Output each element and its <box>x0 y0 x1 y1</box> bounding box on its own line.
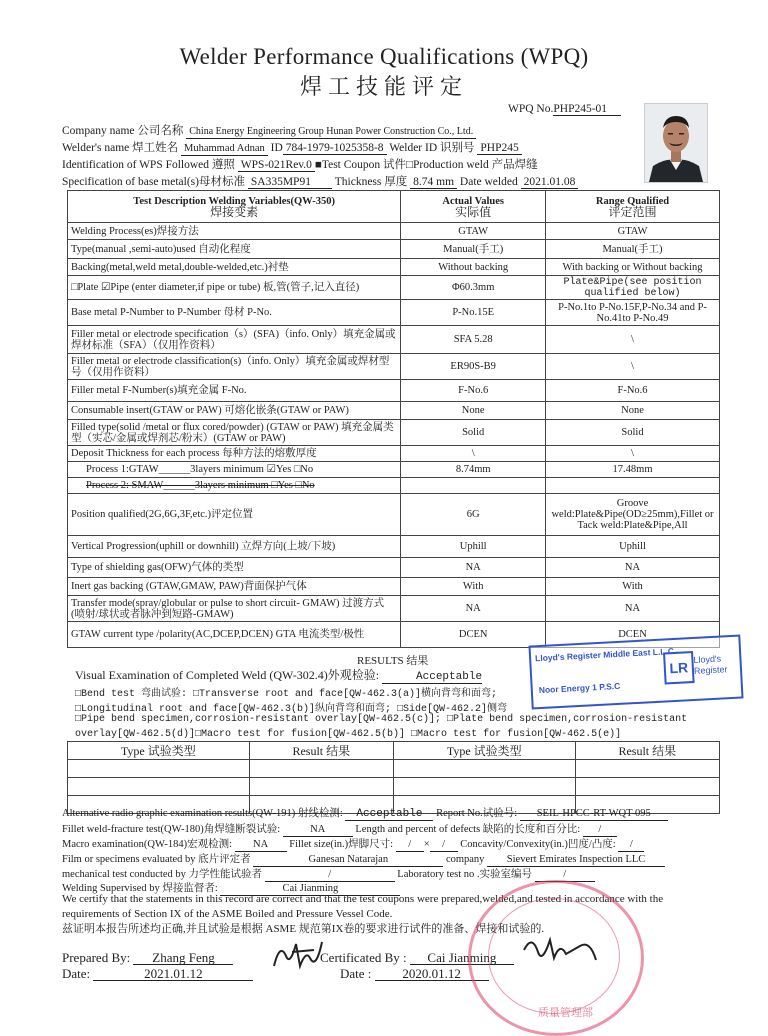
table-row <box>68 300 720 326</box>
row-range: Manual(手工) <box>546 240 720 259</box>
welder-label: Welder's name 焊工姓名 <box>62 142 179 154</box>
row-actual: F-No.6 <box>401 380 546 402</box>
lab-label: Laboratory test no .实验室编号 <box>397 869 533 880</box>
prepared-date-value: 2021.01.12 <box>93 968 253 981</box>
fillet-line <box>62 821 617 837</box>
company-seal-inner <box>488 898 620 1014</box>
table-row <box>68 578 720 596</box>
row-desc: Consumable insert(GTAW or PAW) 可熔化嵌条(GTAW or PAW) <box>68 402 401 420</box>
seal-text: 质量管理部 <box>538 1007 593 1019</box>
wps-label: Identification of WPS Followed 遵照 <box>62 159 235 171</box>
row-actual: GTAW <box>401 223 546 240</box>
header-description-cn: 焊接变素 <box>210 204 259 219</box>
bend-line-4: overlay[QW-462.5(d)]□Macro test for fusion[QW-462.5(b)] □Macro test for fusion[QW-462.5(e)] <box>75 729 622 740</box>
row-desc: Inert gas backing (GTAW,GMAW, PAW)背面保护气体 <box>68 578 401 596</box>
fillet-label: Fillet weld-fracture test(QW-180)角焊缝断裂试验: <box>62 824 281 835</box>
result-header-1: Result 结果 <box>249 742 393 760</box>
macro-value: NA <box>235 839 287 852</box>
report-value: SEIL-HPCC-RT-WQT-095 <box>520 808 668 821</box>
row-range: \ <box>546 326 720 354</box>
welder-name-value: Muhammad Adnan <box>181 143 268 156</box>
header-range-en: Range Qualified <box>595 195 670 207</box>
result-cell <box>393 778 575 796</box>
row-desc: Filled type(solid /metal or flux cored/powder) (GTAW or PAW) 填充金属类型（实芯/金属或焊剂芯/粉末）(GTAW or PAW) <box>68 420 401 446</box>
row-actual: NA <box>401 558 546 578</box>
row-range: DCEN <box>546 622 720 648</box>
row-actual: With <box>401 578 546 596</box>
table-row <box>68 276 720 300</box>
result-cell <box>68 778 250 796</box>
table-row <box>68 240 720 259</box>
table-row <box>68 462 720 478</box>
row-range: \ <box>546 446 720 462</box>
radio-value: Acceptable <box>345 808 433 821</box>
row-actual: DCEN <box>401 622 546 648</box>
table-row <box>68 402 720 420</box>
row-actual: Uphill <box>401 536 546 558</box>
table-row <box>68 536 720 558</box>
certification-english: We certify that the statements in this record are correct and that the test coupons were prepared,welded,and tested in accordance with the requirements of Section IX of the ASME Boiled and Pressure Vessel Code. <box>62 893 664 920</box>
certified-date-label: Date : <box>340 966 372 981</box>
mechanical-value: / <box>265 869 395 882</box>
row-range: NA <box>546 558 720 578</box>
row-desc: Type of shielding gas(OFW)气体的类型 <box>68 558 401 578</box>
table-row <box>68 259 720 276</box>
row-desc: Base metal P-Number to P-Number 母材 P-No. <box>68 300 401 326</box>
result-table-row <box>68 778 720 796</box>
row-range: Groove weld:Plate&Pipe(OD≥25mm),Fillet or Tack weld:Plate&Pipe,All <box>546 494 720 536</box>
row-range: NA <box>546 596 720 622</box>
certification-chinese: 兹证明本报告所述均正确,并且试验是根据 ASME 规范第IX卷的要求进行试件的准备、焊接和试验的. <box>62 923 545 935</box>
row-range: GTAW <box>546 223 720 240</box>
bend-line-3: □Pipe bend specimen,corrosion-resistant overlay[QW-462.5(c)]; □Plate bend specimen,corrosion-resistant <box>75 714 688 725</box>
macro-label: Macro examination(QW-184)宏观检测: <box>62 839 232 850</box>
result-cell <box>575 760 719 778</box>
certified-label: Certificated By : <box>320 950 407 965</box>
fillet-size-b: / <box>430 839 458 852</box>
result-cell <box>249 778 393 796</box>
macro-line <box>62 836 644 852</box>
supervised-value: Cai Jianming <box>220 883 400 896</box>
title-english: Welder Performance Qualifications (WPQ) <box>179 44 589 69</box>
certified-date-value: 2020.01.12 <box>375 968 489 981</box>
result-type-header-2: Type 试验类型 <box>393 742 575 760</box>
prepared-name: Zhang Feng <box>133 952 233 965</box>
header-actual-en: Actual Values <box>442 195 504 207</box>
header-range-cn: 评定范围 <box>608 204 657 219</box>
coupon-type: ■Test Coupon 试件□Production weld 产品焊缝 <box>314 159 538 171</box>
row-range: Uphill <box>546 536 720 558</box>
row-desc: GTAW current type /polarity(AC,DCEP,DCEN) GTA 电流类型/极性 <box>68 622 401 648</box>
table-header <box>68 191 720 223</box>
wps-line <box>62 156 538 172</box>
table-row <box>68 380 720 402</box>
wpq-value: PHP245-01 <box>553 103 621 116</box>
film-line <box>62 851 665 867</box>
row-desc: Process 1:GTAW______3layers minimum ☑Yes □No <box>68 462 401 478</box>
table-row <box>68 326 720 354</box>
row-desc: Process 2: SMAW______3layers minimum □Yes □No <box>68 478 401 494</box>
row-range: Solid <box>546 420 720 446</box>
table-row <box>68 596 720 622</box>
mechanical-label: mechanical test conducted by 力学性能试验者 <box>62 869 263 880</box>
fillet-size-label: Fillet size(in.)焊脚尺寸: <box>289 839 394 850</box>
result-cell <box>393 760 575 778</box>
film-company-label: company <box>445 854 485 865</box>
wpq-number <box>508 103 621 116</box>
result-type-header-1: Type 试验类型 <box>68 742 250 760</box>
row-desc: Filler metal or electrode specification（s）(SFA)（info. Only）填充金属或焊材标准（SFA）（仅用作资料） <box>68 326 401 354</box>
certified-name: Cai Jianming <box>410 952 514 965</box>
stamp-brand: Lloyd's Register <box>693 653 728 676</box>
visual-exam-label: Visual Examination of Completed Weld (QW-302.4)外观检验: <box>75 668 380 682</box>
prepared-label: Prepared By: <box>62 950 131 965</box>
stamp-line-2: Noor Energy 1 P.S.C <box>538 680 621 696</box>
certified-date-line <box>340 966 489 982</box>
result-table-header <box>68 742 720 760</box>
result-header-2: Result 结果 <box>575 742 719 760</box>
row-range: F-No.6 <box>546 380 720 402</box>
header-description <box>68 191 401 223</box>
film-evaluator: Ganesan Natarajan <box>253 854 443 867</box>
base-metal-line <box>62 173 578 189</box>
result-cell <box>249 760 393 778</box>
row-actual: Solid <box>401 420 546 446</box>
table-row <box>68 223 720 240</box>
result-cell <box>68 760 250 778</box>
lloyds-stamp <box>528 634 743 709</box>
company-label: Company name 公司名称 <box>62 125 184 137</box>
radio-label: Alternative radio graphic examination results(QW-191) 射线检测: <box>62 808 343 819</box>
row-actual: 6G <box>401 494 546 536</box>
table-row <box>68 420 720 446</box>
welder-id-label: Welder ID 识别号 <box>389 142 475 154</box>
result-table-row <box>68 760 720 778</box>
bend-line-2: □Longitudinal root and face[QW-462.3(b)]纵向背弯和面弯; □Side[QW-462.2]侧弯 <box>75 704 508 715</box>
row-desc: Transfer mode(spray/globular or pulse to short circuit- GMAW) 过渡方式(喷射/球状或者脉冲到短路-GMAW) <box>68 596 401 622</box>
thickness-label: Thickness 厚度 <box>334 176 408 188</box>
row-range: P-No.1to P-No.15F,P-No.34 and P-No.41to P-No.49 <box>546 300 720 326</box>
base-metal-value: SA335MP91 <box>248 176 332 189</box>
company-line <box>62 122 476 139</box>
date-welded-label: Date welded <box>459 176 518 188</box>
row-desc: Position qualified(2G,6G,3F,etc.)评定位置 <box>68 494 401 536</box>
fillet-value: NA <box>283 824 353 837</box>
header-description-en: Test Description Welding Variables(QW-350) <box>133 195 336 207</box>
header-actual <box>401 191 546 223</box>
welder-photo <box>644 103 708 183</box>
visual-exam-line <box>75 666 482 684</box>
header-actual-cn: 实际值 <box>455 204 492 219</box>
concavity-label: Concavity/Convexity(in.)凹度/凸度: <box>460 839 616 850</box>
thickness-value: 8.74 mm <box>410 176 457 189</box>
signature-zhang-feng <box>270 936 330 978</box>
fillet-size-x: × <box>423 839 430 850</box>
table-row <box>68 446 720 462</box>
welder-id-value: PHP245 <box>477 142 521 155</box>
fillet-length-label: Length and percent of defects 缺陷的长度和百分比: <box>355 824 581 835</box>
radio-line <box>62 805 668 821</box>
row-range: 17.48mm <box>546 462 720 478</box>
row-actual: NA <box>401 596 546 622</box>
row-range: Plate&Pipe(see position qualified below) <box>546 276 720 300</box>
row-desc: Type(manual ,semi-auto)used 自动化程度 <box>68 240 401 259</box>
welder-line <box>62 139 522 156</box>
id-label: ID <box>270 142 283 154</box>
film-label: Film or specimens evaluated by 底片评定者 <box>62 854 251 865</box>
lab-value: / <box>535 869 595 882</box>
row-range <box>546 478 720 494</box>
row-actual: \ <box>401 446 546 462</box>
date-welded-value: 2021.01.08 <box>521 176 579 189</box>
row-desc: Backing(metal,weld metal,double-welded,etc.)衬垫 <box>68 259 401 276</box>
row-range: None <box>546 402 720 420</box>
result-cell <box>575 778 719 796</box>
table-row <box>68 354 720 380</box>
wps-value: WPS-021Rev.0 <box>238 159 315 172</box>
prepared-date-label: Date: <box>62 966 91 981</box>
row-desc: Vertical Progression(uphill or downhill) 立焊方向(上坡/下坡) <box>68 536 401 558</box>
row-desc: Welding Process(es)焊接方法 <box>68 223 401 240</box>
table-row <box>68 478 720 494</box>
prepared-date-line <box>62 966 253 982</box>
row-actual: ER90S-B9 <box>401 354 546 380</box>
supervised-label: Welding Supervised by 焊接监督者: <box>62 883 218 894</box>
prepared-line <box>62 950 233 966</box>
title-chinese: 焊工技能评定 <box>299 74 468 99</box>
row-range: \ <box>546 354 720 380</box>
row-actual: 8.74mm <box>401 462 546 478</box>
row-range: With backing or Without backing <box>546 259 720 276</box>
wpq-label: WPQ No. <box>508 103 554 115</box>
results-title: RESULTS 结果 <box>357 655 429 667</box>
row-actual: Φ60.3mm <box>401 276 546 300</box>
result-table <box>67 741 720 814</box>
row-range: With <box>546 578 720 596</box>
report-label: Report No.试验号: <box>436 808 518 819</box>
bend-line-1: □Bend test 弯曲试验: □Transverse root and face[QW-462.3(a)]横向背弯和面弯; <box>75 689 498 700</box>
film-company-value: Sievert Emirates Inspection LLC <box>487 854 665 867</box>
stamp-line-1: Lloyd's Register Middle East L.L.C. <box>534 645 677 664</box>
concavity-value: / <box>618 839 644 852</box>
row-actual <box>401 478 546 494</box>
header-range <box>546 191 720 223</box>
row-desc: Filler metal or electrode classification(s)（info. Only）填充金属或焊材型号（仅用作资料） <box>68 354 401 380</box>
variables-table <box>67 190 720 648</box>
row-desc: Deposit Thickness for each process 每种方法的熔敷厚度 <box>68 446 401 462</box>
row-actual: None <box>401 402 546 420</box>
table-row <box>68 494 720 536</box>
base-metal-label: Specification of base metal(s)母材标准 <box>62 176 245 188</box>
table-row <box>68 558 720 578</box>
fillet-length-value: / <box>583 824 617 837</box>
row-desc: Filler metal F-Number(s)填充金属 F-No. <box>68 380 401 402</box>
id-value: 784-1979-1025358-8 <box>283 142 387 155</box>
row-actual: Manual(手工) <box>401 240 546 259</box>
row-actual: Without backing <box>401 259 546 276</box>
row-actual: P-No.15E <box>401 300 546 326</box>
row-desc: □Plate ☑Pipe (enter diameter,if pipe or tube) 板,管(管子,记入直径) <box>68 276 401 300</box>
lloyds-logo-icon: LR <box>663 651 695 685</box>
fillet-size-a: / <box>396 839 424 852</box>
visual-exam-value: Acceptable <box>382 671 482 684</box>
row-actual: SFA 5.28 <box>401 326 546 354</box>
company-value: China Energy Engineering Group Hunan Power Construction Co., Ltd. <box>186 126 476 139</box>
